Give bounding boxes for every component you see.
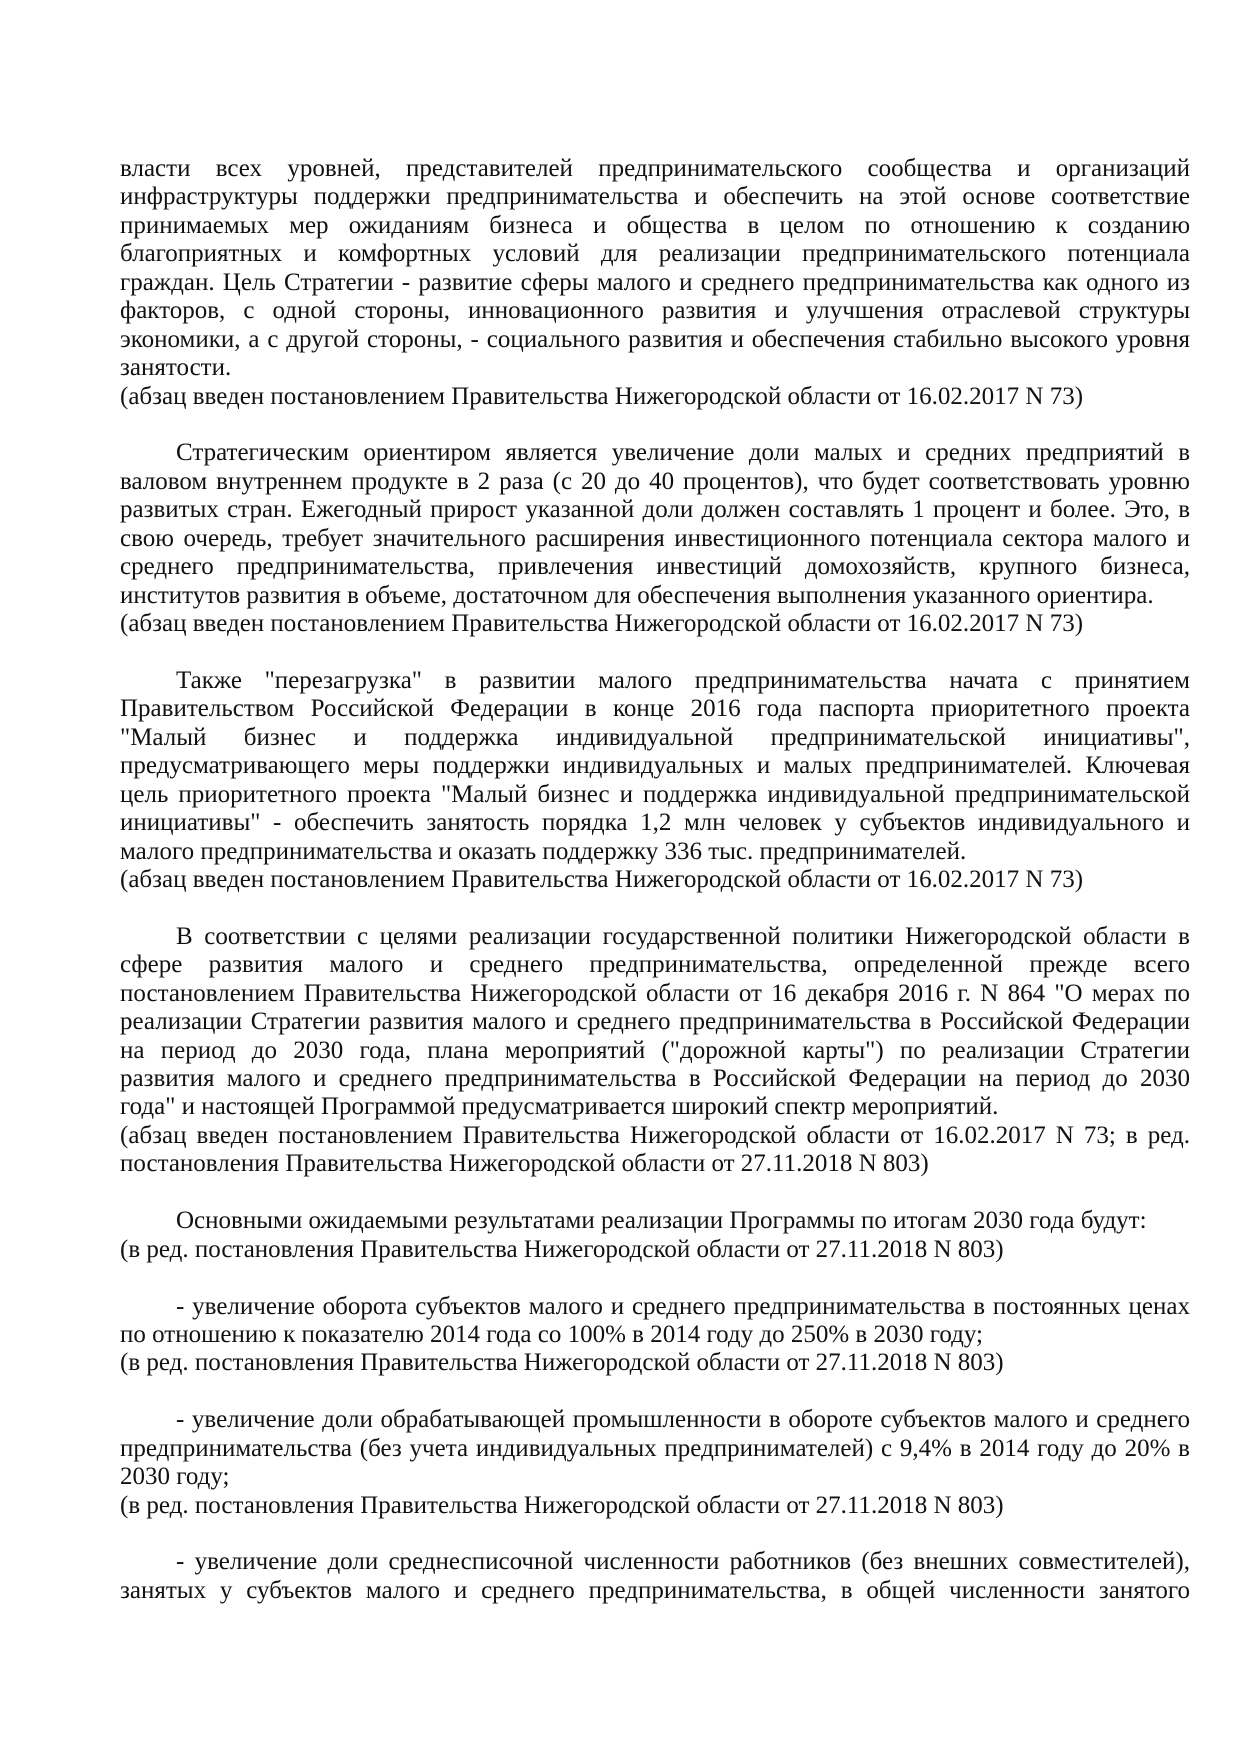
paragraph-line: экономики, а с другой стороны, - социального развития и обеспечения стабильно высокого уровня [120, 325, 1190, 353]
paragraph-line: 2030 году; [120, 1463, 230, 1491]
paragraph-line: по отношению к показателю 2014 года со 100% в 2014 году до 250% в 2030 году; [120, 1320, 983, 1348]
amendment-note: (абзац введен постановлением Правительства Нижегородской области от 16.02.2017 N 73) [120, 382, 1084, 410]
paragraph-line: Основными ожидаемыми результатами реализации Программы по итогам 2030 года будут: [176, 1207, 1147, 1235]
paragraph-line: предпринимательства (без учета индивидуальных предпринимателей) с 9,4% в 2014 году до 20% в [120, 1434, 1190, 1462]
paragraph-line: Стратегическим ориентиром является увеличение доли малых и средних предприятий в [176, 439, 1190, 467]
paragraph-spacer [120, 1520, 1190, 1548]
paragraph-line: "Малый бизнес и поддержка индивидуальной предпринимательской инициативы", [120, 723, 1190, 751]
amendment-note: (абзац введен постановлением Правительства Нижегородской области от 16.02.2017 N 73) [120, 865, 1084, 893]
paragraph-line: - увеличение доли обрабатывающей промышленности в обороте субъектов малого и среднего [176, 1406, 1190, 1434]
paragraph-line: постановлением Правительства Нижегородской области от 16 декабря 2016 г. N 864 "О мерах по [120, 979, 1190, 1007]
paragraph-line: сфере развития малого и среднего предпринимательства, определенной прежде всего [120, 951, 1190, 979]
paragraph-line: - увеличение оборота субъектов малого и среднего предпринимательства в постоянных ценах [176, 1292, 1190, 1320]
amendment-note: постановления Правительства Нижегородской области от 27.11.2018 N 803) [120, 1150, 929, 1178]
document-page [120, 155, 1190, 1605]
paragraph-spacer [120, 1179, 1190, 1207]
paragraph [120, 923, 1190, 1179]
paragraph [120, 439, 1190, 638]
amendment-note: (абзац введен постановлением Правительства Нижегородской области от 16.02.2017 N 73) [120, 610, 1084, 637]
paragraph-line: года" и настоящей Программой предусматривается широкий спектр мероприятий. [120, 1093, 999, 1121]
paragraph-line: на период до 2030 года, плана мероприятий ("дорожной карты") по реализации Стратегии [120, 1036, 1190, 1064]
paragraph-line: развития малого и среднего предпринимательства в Российской Федерации на период до 2030 [120, 1065, 1190, 1092]
paragraph-line: предусматривающего меры поддержки индивидуальных и малых предпринимателей. Ключевая [120, 752, 1190, 780]
paragraph-line: факторов, с одной стороны, инновационного развития и улучшения отраслевой структуры [120, 297, 1190, 325]
paragraph-spacer [120, 1378, 1190, 1406]
paragraph [120, 155, 1190, 411]
paragraph [120, 1548, 1190, 1605]
paragraph [120, 1406, 1190, 1520]
paragraph-line: инициативы" - обеспечить занятость порядка 1,2 млн человек у субъектов индивидуального и [120, 809, 1190, 837]
paragraph-line: реализации Стратегии развития малого и среднего предпринимательства в Российской Федерации [120, 1008, 1190, 1036]
paragraph-line: институтов развития в объеме, достаточном для обеспечения выполнения указанного ориентира. [120, 581, 1154, 609]
amendment-note: (в ред. постановления Правительства Нижегородской области от 27.11.2018 N 803) [120, 1235, 1004, 1263]
paragraph-line: занятых у субъектов малого и среднего предпринимательства, в общей численности занятого [120, 1576, 1190, 1604]
paragraph-line: граждан. Цель Стратегии - развитие сферы малого и среднего предпринимательства как одного из [120, 268, 1190, 296]
paragraph-line: Также "перезагрузка" в развитии малого предпринимательства начата с принятием [176, 666, 1190, 694]
paragraph-line: малого предпринимательства и оказать поддержку 336 тыс. предпринимателей. [120, 837, 967, 865]
paragraph-line: занятости. [120, 354, 232, 382]
paragraph [120, 1293, 1190, 1378]
paragraph-line: инфраструктуры поддержки предпринимательства и обеспечить на этой основе соответствие [120, 183, 1190, 211]
amendment-note: (в ред. постановления Правительства Нижегородской области от 27.11.2018 N 803) [120, 1491, 1004, 1519]
amendment-note: (абзац введен постановлением Правительства Нижегородской области от 16.02.2017 N 73; в ред. [120, 1121, 1190, 1149]
paragraph-line: В соответствии с целями реализации государственной политики Нижегородской области в [176, 922, 1190, 950]
paragraph-line: Правительством Российской Федерации в конце 2016 года паспорта приоритетного проекта [120, 695, 1190, 723]
paragraph-spacer [120, 411, 1190, 439]
paragraph-line: благоприятных и комфортных условий для реализации предпринимательского потенциала [120, 240, 1190, 268]
paragraph-line: развитых стран. Ежегодный прирост указанной доли должен составлять 1 процент и более. Это, в [120, 496, 1190, 524]
paragraph-line: - увеличение доли среднесписочной численности работников (без внешних совместителей), [176, 1548, 1190, 1576]
paragraph-line: принимаемых мер ожиданиям бизнеса и общества в целом по отношению к созданию [120, 211, 1190, 239]
paragraph [120, 1207, 1190, 1264]
paragraph-line: цель приоритетного проекта "Малый бизнес и поддержка индивидуальной предпринимательской [120, 780, 1190, 808]
paragraph-spacer [120, 894, 1190, 922]
paragraph-line: валовом внутреннем продукте в 2 раза (с 20 до 40 процентов), что будет соответствовать уровню [120, 467, 1190, 495]
paragraph [120, 667, 1190, 895]
amendment-note: (в ред. постановления Правительства Нижегородской области от 27.11.2018 N 803) [120, 1349, 1004, 1377]
paragraph-spacer [120, 638, 1190, 666]
paragraph-line: власти всех уровней, представителей предпринимательского сообщества и организаций [120, 155, 1190, 182]
paragraph-line: среднего предпринимательства, привлечения инвестиций домохозяйств, крупного бизнеса, [120, 553, 1190, 581]
paragraph-spacer [120, 1264, 1190, 1292]
paragraph-line: свою очередь, требует значительного расширения инвестиционного потенциала сектора малого и [120, 524, 1190, 552]
